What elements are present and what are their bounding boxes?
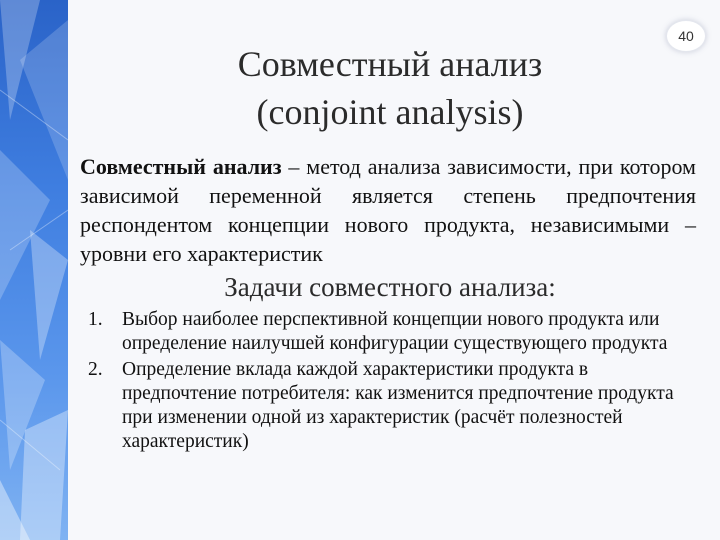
definition-paragraph [80, 152, 696, 268]
page-number-badge [666, 20, 706, 52]
list-item-text: Выбор наиболее перспективной концепции нового продукта или определение наилучшей конфигурации существующего продукта [122, 309, 668, 354]
title-line-2: (conjoint analysis) [256, 92, 524, 132]
definition-text: – метод анализа зависимости, при котором зависимой переменной является степень предпочтения респондентом концепции нового продукта, независимыми – уровни его характеристик [80, 154, 696, 266]
title-line-1: Совместный анализ [237, 44, 543, 84]
sidebar-pattern-icon [0, 0, 68, 540]
tasks-heading: Задачи совместного анализа: [224, 272, 556, 302]
definition-term: Совместный анализ [80, 154, 282, 179]
slide-title [150, 40, 630, 136]
list-item [88, 308, 700, 356]
list-item-text: Определение вклада каждой характеристики продукта в предпочтение потребителя: как изменится предпочтение продукта при изменении одной из характеристик (расчёт полезностей характеристик) [122, 359, 674, 452]
tasks-list [88, 308, 700, 456]
list-item-number: 1. [88, 309, 103, 330]
list-item [88, 358, 700, 454]
decorative-sidebar [0, 0, 68, 540]
list-item-number: 2. [88, 359, 103, 380]
page-number: 40 [678, 28, 694, 44]
